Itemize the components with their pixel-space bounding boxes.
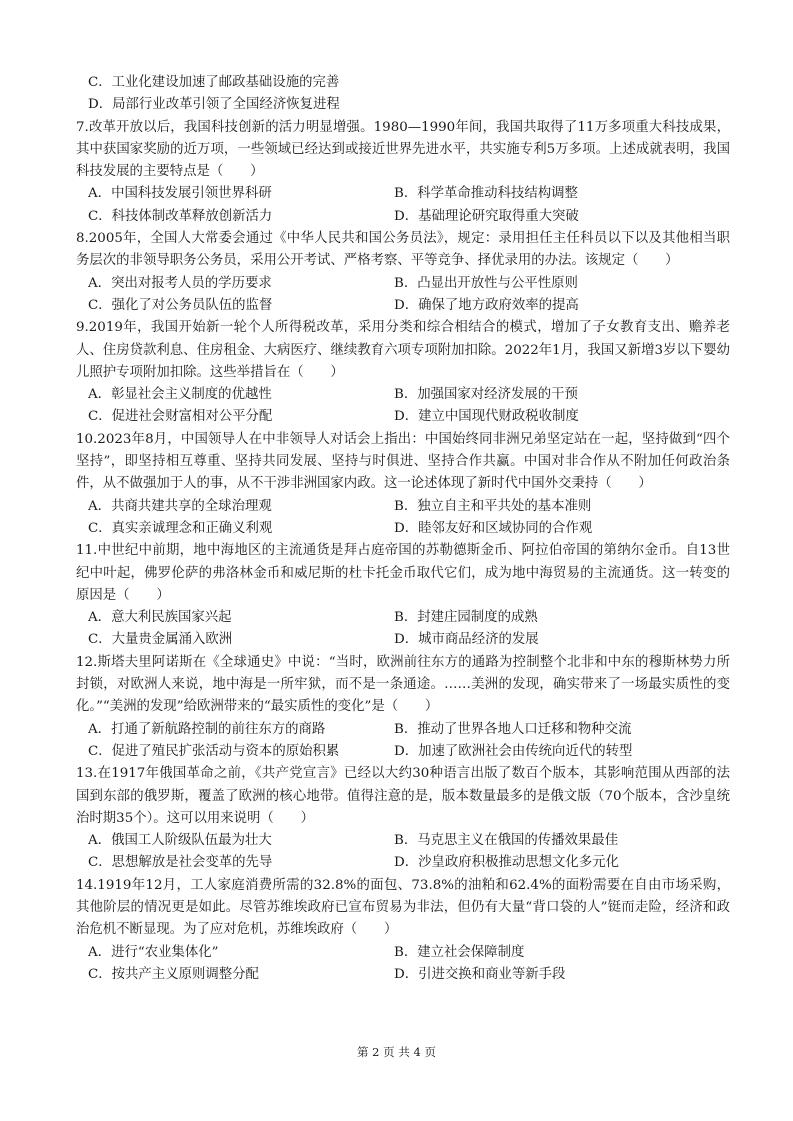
option-label: D [394,409,405,425]
option-text: 按共产主义原则调整分配 [111,966,259,982]
option-d[interactable]: D．睦邻友好和区域协同的合作观 [394,520,593,536]
option-label: D [394,743,405,759]
question-stem [76,652,730,719]
question-number: 8. [76,231,89,247]
question-stem [76,763,730,830]
option-label: C [88,520,99,536]
option-row [76,942,730,964]
option-d[interactable]: D．引进交换和商业等新手段 [394,966,566,982]
exam-page [76,72,730,986]
option-text: 意大利民族国家兴起 [111,610,232,626]
option-text: 促进社会财富相对公平分配 [111,409,273,425]
option-row [76,273,730,295]
option-label: B [394,275,404,291]
option-label: B [394,498,404,514]
option-text: 建立中国现代财政税收制度 [418,409,579,425]
question-text: 改革开放以后，我国科技创新的活力明显增强。1980—1990年间，我国共取得了11万多项重大科技成果，其中获国家奖励的近万项，一些领域已经达到或接近世界先进水平，共实施专利5万多项。上述成就表明，我国科技发展的主要特点是（ ） [76,119,730,180]
option-label: D [394,855,405,871]
option-label: B [394,186,404,202]
option-row [76,183,730,205]
option-c[interactable]: C．强化了对公务员队伍的监督 [88,297,273,313]
question-14 [76,875,730,986]
option-b[interactable]: B．推动了世界各地人口迁移和物种交流 [394,721,632,737]
option-label: B [394,833,404,849]
question-number: 13. [76,766,98,782]
option-label: D [394,208,405,224]
option-label: A [88,275,98,291]
option-label: C [88,409,99,425]
option-text: 彰显社会主义制度的优越性 [111,387,272,403]
option-c[interactable]: C．大量贵金属涌入欧洲 [88,632,233,648]
option-text: 加强国家对经济发展的干预 [417,387,578,403]
option-text: 中国科技发展引领世界科研 [111,186,272,202]
question-stem [76,117,730,184]
question-stem [76,875,730,942]
option-text: 进行“农业集体化” [111,944,219,960]
option-row [76,607,730,629]
question-12 [76,652,730,763]
question-list [76,117,730,987]
question-text: 1919年12月，工人家庭消费所需的32.8%的面包、73.8%的油粕和62.4%的面粉需要在自由市场采购，其他阶层的情况更是如此。尽管苏维埃政府已宣布贸易为非法，但仍有大量“背口袋的人”铤而走险，经济和政治危机不断显现。为了应对危机，苏维埃政府（ ） [76,877,730,938]
option-d[interactable]: D．沙皇政府积极推动思想文化多元化 [394,855,619,871]
question-text: 在1917年俄国革命之前，《共产党宣言》已经以大约30种语言出版了数百个版本，其影响范围从西部的法国到东部的俄罗斯，覆盖了欧洲的核心地带。值得注意的是，版本数量最多的是俄文版（70个版本，含沙皇统治时期35个）。这可以用来说明（ ） [76,766,730,826]
option-label: A [88,610,98,626]
option-a[interactable]: A．意大利民族国家兴起 [88,610,232,626]
prev-question-tail [76,72,730,117]
option-a[interactable]: A．突出对报考人员的学历要求 [88,275,272,291]
option-text: 思想解放是社会变革的先导 [111,855,273,871]
option-text: 强化了对公务员队伍的监督 [111,297,273,313]
option-label: D [394,520,405,536]
question-stem [76,317,730,384]
option-b[interactable]: B．加强国家对经济发展的干预 [394,387,578,403]
option-c[interactable]: C．促进社会财富相对公平分配 [88,409,273,425]
option-label: C [88,208,99,224]
option-c[interactable]: C．科技体制改革释放创新活力 [88,208,273,224]
option-label: B [394,387,404,403]
option-row [76,406,730,428]
question-stem [76,540,730,607]
option-text: 基础理论研究取得重大突破 [418,208,579,224]
question-stem [76,228,730,273]
option-text: 真实亲诚理念和正确义利观 [111,520,273,536]
option-row [76,830,730,852]
question-text: 2023年8月，中国领导人在中非领导人对话会上指出：中国始终同非洲兄弟坚定站在一起，坚持做到“四个坚持”，即坚持相互尊重、坚持共同发展、坚持与时俱进、坚持合作共赢。中国对非合作从不附加任何政治条件，从不做强加于人的事，从不干涉非洲国家内政。这一论述体现了新时代中国外交秉持（ ） [76,431,730,492]
question-13 [76,763,730,874]
option-text: 确保了地方政府效率的提高 [418,297,579,313]
option-text: 城市商品经济的发展 [418,632,539,648]
option-a[interactable]: A．彰显社会主义制度的优越性 [88,387,272,403]
option-a[interactable]: A．俄国工人阶级队伍最为壮大 [88,833,272,849]
question-number: 12. [76,654,98,670]
option-d[interactable]: D．城市商品经济的发展 [394,632,539,648]
option-text: 建立社会保障制度 [417,944,525,960]
option-text: 睦邻友好和区域协同的合作观 [418,520,593,536]
option-text: 加速了欧洲社会由传统向近代的转型 [418,743,633,759]
option-b[interactable]: B．马克思主义在俄国的传播效果最佳 [394,833,619,849]
option-text: 封建庄园制度的成熟 [417,610,538,626]
option-text: 共商共建共享的全球治理观 [111,498,272,514]
option-d[interactable]: D．基础理论研究取得重大突破 [394,208,579,224]
option-row [76,964,730,986]
option-text: 促进了殖民扩张活动与资本的原始积累 [111,743,340,759]
option-text: 推动了世界各地人口迁移和物种交流 [417,721,632,737]
option-b[interactable]: B．独立自主和平共处的基本准则 [394,498,592,514]
option-a[interactable]: A．进行“农业集体化” [88,944,219,960]
question-text: 2005年，全国人大常委会通过《中华人民共和国公务员法》，规定：录用担任主任科员以下以及其他相当职务层次的非领导职务公务员，采用公开考试、严格考察、平等竞争、择优录用的办法。该规定（ ） [76,231,730,269]
question-8 [76,228,730,317]
question-10 [76,429,730,540]
option-text: 大量贵金属涌入欧洲 [111,632,233,648]
option-row [76,518,730,540]
option-label: A [88,498,98,514]
option-label: C [88,855,99,871]
option-c[interactable]: C．真实亲诚理念和正确义利观 [88,520,273,536]
option-label: B [394,610,404,626]
option-b[interactable]: B．建立社会保障制度 [394,944,525,960]
option-row [76,295,730,317]
question-number: 7. [76,119,89,135]
option-label: A [88,387,98,403]
option-d: D．局部行业改革引领了全国经济恢复进程 [88,97,340,113]
question-number: 11. [76,543,98,559]
option-text: 引进交换和商业等新手段 [418,966,566,982]
option-text: 凸显出开放性与公平性原则 [417,275,578,291]
option-c[interactable]: C．思想解放是社会变革的先导 [88,855,273,871]
option-text: 沙皇政府积极推动思想文化多元化 [418,855,619,871]
question-number: 9. [76,320,89,336]
question-text: 中世纪中前期，地中海地区的主流通货是拜占庭帝国的苏勒德斯金币、阿拉伯帝国的第纳尔金币。自13世纪中叶起，佛罗伦萨的弗洛林金币和威尼斯的杜卡托金币取代它们，成为地中海贸易的主流通货。这一转变的原因是（ ） [76,543,730,603]
option-row [76,852,730,874]
option-row [76,719,730,741]
option-a[interactable]: A．打通了新航路控制的前往东方的商路 [88,721,326,737]
option-c[interactable]: C．促进了殖民扩张活动与资本的原始积累 [88,743,340,759]
question-text: 2019年，我国开始新一轮个人所得税改革，采用分类和综合相结合的模式，增加了子女教育支出、赡养老人、住房贷款利息、住房租金、大病医疗、继续教育六项专项附加扣除。2022年1月，我国又新增3岁以下婴幼儿照护专项附加扣除。这些举措旨在（ ） [76,320,730,380]
option-b[interactable]: B．科学革命推动科技结构调整 [394,186,578,202]
question-number: 10. [76,431,98,447]
option-row [76,206,730,228]
option-text: 突出对报考人员的学历要求 [111,275,272,291]
option-label: D [394,966,405,982]
option-label: A [88,944,98,960]
option-row [76,496,730,518]
option-label: C [88,297,99,313]
option-label: D [394,632,405,648]
question-stem [76,429,730,496]
option-label: D [394,297,405,313]
option-label: C [88,632,99,648]
option-d[interactable]: D．确保了地方政府效率的提高 [394,297,579,313]
option-b[interactable]: B．凸显出开放性与公平性原则 [394,275,578,291]
option-a[interactable]: A．共商共建共享的全球治理观 [88,498,272,514]
option-text: 打通了新航路控制的前往东方的商路 [111,721,326,737]
question-text: 斯塔夫里阿诺斯在《全球通史》中说：“当时，欧洲前往东方的通路为控制整个北非和中东的穆斯林势力所封锁，对欧洲人来说，地中海是一所牢狱，而不是一条通途。……美洲的发现，确实带来了一场最实质性的变化。”“美洲的发现”给欧洲带来的“最实质性的变化”是（ ） [76,654,730,715]
page-footer: 第 2 页 共 4 页 [357,1045,436,1059]
option-text: 马克思主义在俄国的传播效果最佳 [417,833,619,849]
option-text: 俄国工人阶级队伍最为壮大 [111,833,272,849]
question-11 [76,540,730,651]
option-label: A [88,186,98,202]
option-c[interactable]: C．按共产主义原则调整分配 [88,966,259,982]
option-c: C．工业化建设加速了邮政基础设施的完善 [88,75,340,90]
question-number: 14. [76,877,98,893]
option-label: A [88,833,98,849]
option-d[interactable]: D．建立中国现代财政税收制度 [394,409,579,425]
option-text: 科技体制改革释放创新活力 [111,208,273,224]
question-7 [76,117,730,228]
option-row [76,741,730,763]
option-b[interactable]: B．封建庄园制度的成熟 [394,610,538,626]
option-text: 科学革命推动科技结构调整 [417,186,578,202]
option-row [76,384,730,406]
option-label: C [88,966,99,982]
question-9 [76,317,730,428]
option-row [76,629,730,651]
option-label: B [394,721,404,737]
option-label: C [88,743,99,759]
option-label: A [88,721,98,737]
option-d[interactable]: D．加速了欧洲社会由传统向近代的转型 [394,743,633,759]
option-label: B [394,944,404,960]
option-text: 独立自主和平共处的基本准则 [417,498,592,514]
option-a[interactable]: A．中国科技发展引领世界科研 [88,186,272,202]
